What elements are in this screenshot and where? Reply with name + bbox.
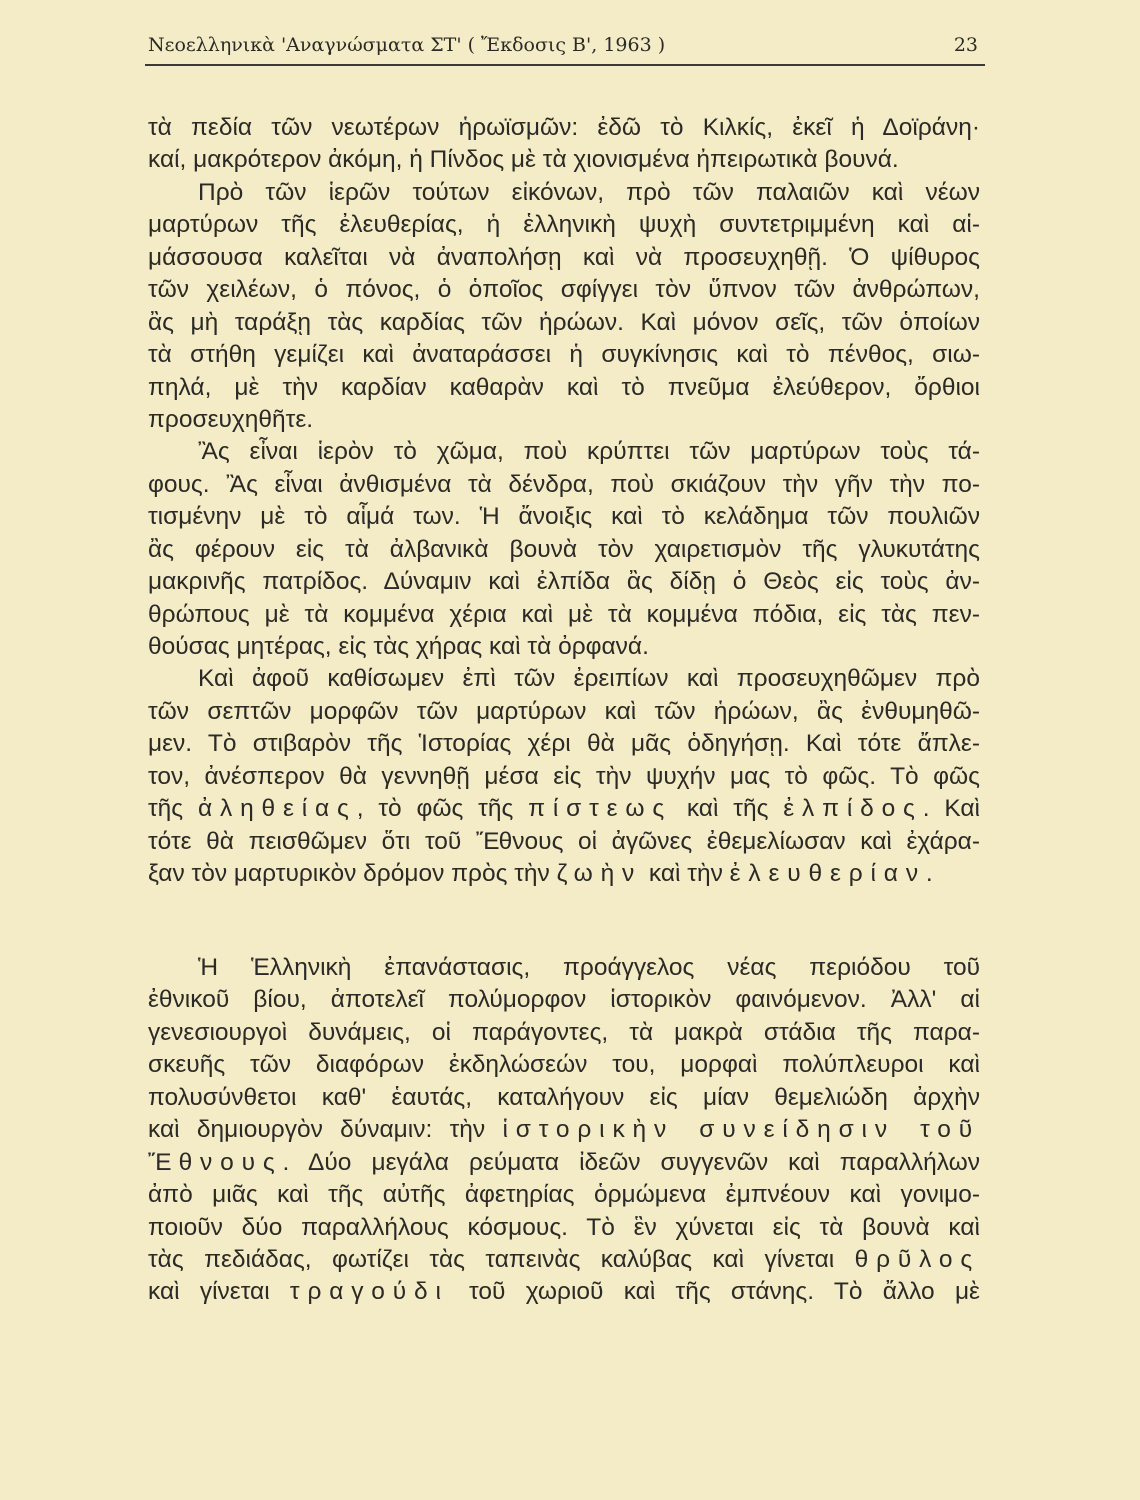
text-line [148, 984, 980, 1016]
emphasized-spaced-text: θρῦλος [854, 1245, 980, 1273]
text-line [148, 177, 980, 209]
text-segment: τῆς [148, 795, 198, 823]
text-line [148, 436, 980, 468]
text-line [148, 761, 980, 793]
text-segment: Ἡ Ἑλληνικὴ ἐπανάστασις, προάγγελος νέας περιόδου τοῦ [198, 954, 980, 981]
text-segment: καί, μακρότερον ἀκόμη, ἡ Πίνδος μὲ τὰ χιονισμένα ἠπειρωτικὰ βουνά. [148, 146, 899, 174]
text-segment: τον, ἀνέσπερον θὰ γεννηθῇ μέσα εἰς τὴν ψυχήν μας τὸ φῶς. Τὸ φῶς [148, 762, 980, 790]
text-segment: . Καὶ [922, 795, 981, 823]
text-line [148, 1244, 980, 1276]
text-block-2 [148, 952, 980, 1309]
text-line [148, 663, 980, 695]
text-line [148, 144, 980, 176]
emphasized-spaced-text: ἀληθείας [197, 795, 357, 823]
text-segment: καὶ γίνεται [148, 1278, 290, 1306]
text-segment: ἐθνικοῦ βίου, ἀποτελεῖ πολύμορφον ἱστορικὸν φαινόμενον. Ἀλλ' αἱ [148, 986, 980, 1014]
text-line [148, 274, 980, 306]
text-line [148, 631, 980, 663]
text-segment: . Δύο μεγάλα ρεύματα ἰδεῶν συγγενῶν καὶ παραλλήλων [282, 1148, 980, 1176]
header-rule [145, 64, 985, 66]
text-line [148, 404, 980, 436]
text-segment: ἂς φέρουν εἰς τὰ ἀλβανικὰ βουνὰ τὸν χαιρετισμὸν τῆς γλυκυτάτης [148, 535, 980, 563]
text-segment: τὰ πεδία τῶν νεωτέρων ἡρωϊσμῶν: ἐδῶ τὸ Κιλκίς, ἐκεῖ ἡ Δοϊράνη· [148, 114, 980, 141]
text-line [148, 372, 980, 404]
text-line [148, 1179, 980, 1211]
text-segment: καὶ δημιουργὸν δύναμιν: τὴν [148, 1116, 503, 1144]
text-segment: σκευῆς τῶν διαφόρων ἐκδηλώσεών του, μορφαὶ πολύπλευροι καὶ [148, 1051, 980, 1079]
text-segment: , τὸ φῶς τῆς [356, 795, 529, 823]
text-segment: ποιοῦν δύο παραλλήλους κόσμους. Τὸ ἓν χύνεται εἰς τὰ βουνὰ καὶ [148, 1213, 980, 1241]
text-segment: τοῦ χωριοῦ καὶ τῆς στάνης. Τὸ ἄλλο μὲ [448, 1278, 980, 1306]
text-line [148, 728, 980, 760]
paragraph [148, 952, 980, 1309]
text-segment: μεν. Τὸ στιβαρὸν τῆς Ἱστορίας χέρι θὰ μᾶς ὁδηγήσῃ. Καὶ τότε ἄπλε- [148, 730, 980, 758]
running-header [148, 34, 978, 60]
paragraph [148, 177, 980, 437]
text-segment: Πρὸ τῶν ἱερῶν τούτων εἰκόνων, πρὸ τῶν παλαιῶν καὶ νέων [198, 178, 980, 206]
emphasized-spaced-text: Ἔθνους [148, 1148, 283, 1176]
text-line [148, 307, 980, 339]
emphasized-spaced-text: ἐλευθερίαν [729, 860, 926, 888]
text-segment: Ἂς εἶναι ἱερὸν τὸ χῶμα, ποὺ κρύπτει τῶν μαρτύρων τοὺς τά- [198, 438, 980, 466]
paragraph [148, 436, 980, 663]
paragraph [148, 112, 980, 177]
text-segment: καὶ τῆς [672, 795, 784, 823]
emphasized-spaced-text: πίστεως [528, 795, 673, 823]
text-segment: ἀπὸ μιᾶς καὶ τῆς αὐτῆς ἀφετηρίας ὁρμώμενα ἐμπνέουν καὶ γονιμο- [148, 1181, 980, 1209]
paragraph [148, 663, 980, 890]
text-line [148, 1114, 980, 1146]
text-line [148, 599, 980, 631]
emphasized-spaced-text: ζωὴν [556, 860, 643, 888]
text-segment: θούσας μητέρας, εἰς τὰς χήρας καὶ τὰ ὀρφανά. [148, 633, 649, 660]
text-block-1 [148, 112, 980, 891]
text-line [148, 858, 980, 890]
emphasized-spaced-text: ἱστορικὴν συνείδησιν τοῦ [502, 1116, 980, 1144]
text-segment: μαρτύρων τῆς ἐλευθερίας, ἡ ἑλληνικὴ ψυχὴ συντετριμμένη καὶ αἱ- [148, 211, 980, 239]
text-segment: πολυσύνθετοι καθ' ἑαυτάς, καταλήγουν εἰς μίαν θεμελιώδη ἀρχὴν [148, 1083, 980, 1111]
text-line [148, 339, 980, 371]
text-segment: τότε θὰ πεισθῶμεν ὅτι τοῦ Ἔθνους οἱ ἀγῶνες ἐθεμελίωσαν καὶ ἐχάρα- [148, 827, 980, 855]
running-title: Νεοελληνικὰ 'Αναγνώσματα ΣΤ' ( Ἔκδοσις Β', 1963 ) [148, 34, 666, 56]
text-segment: ἂς μὴ ταράξῃ τὰς καρδίας τῶν ἡρώων. Καὶ μόνον σεῖς, τῶν ὁποίων [148, 308, 980, 336]
emphasized-spaced-text: τραγούδι [289, 1278, 449, 1306]
text-line [148, 501, 980, 533]
text-segment: τὰς πεδιάδας, φωτίζει τὰς ταπεινὰς καλύβας καὶ γίνεται [148, 1245, 855, 1273]
text-segment: τῶν σεπτῶν μορφῶν τῶν μαρτύρων καὶ τῶν ἡρώων, ἂς ἐνθυμηθῶ- [148, 697, 980, 725]
text-segment: θρώπους μὲ τὰ κομμένα χέρια καὶ μὲ τὰ κομμένα πόδια, εἰς τὰς πεν- [148, 600, 980, 628]
text-segment: . [925, 860, 933, 888]
text-line [148, 469, 980, 501]
text-line [148, 952, 980, 984]
text-segment: ξαν τὸν μαρτυρικὸν δρόμον πρὸς τὴν [148, 860, 557, 888]
text-line [148, 1147, 980, 1179]
text-segment: φους. Ἂς εἶναι ἀνθισμένα τὰ δένδρα, ποὺ σκιάζουν τὴν γῆν τὴν πο- [148, 470, 980, 498]
text-segment: μακρινῆς πατρίδος. Δύναμιν καὶ ἐλπίδα ἂς δίδῃ ὁ Θεὸς εἰς τοὺς ἀν- [148, 568, 980, 596]
text-line [148, 696, 980, 728]
text-segment: τισμένην μὲ τὸ αἷμά των. Ἡ ἄνοιξις καὶ τὸ κελάδημα τῶν πουλιῶν [148, 503, 980, 531]
text-line [148, 1276, 980, 1308]
text-segment: τὰ στήθη γεμίζει καὶ ἀναταράσσει ἡ συγκίνησις καὶ τὸ πένθος, σιω- [148, 341, 980, 369]
text-segment: γενεσιουργοὶ δυνάμεις, οἱ παράγοντες, τὰ μακρὰ στάδια τῆς παρα- [148, 1018, 980, 1046]
text-segment: τῶν χειλέων, ὁ πόνος, ὁ ὁποῖος σφίγγει τὸν ὕπνον τῶν ἀνθρώπων, [148, 276, 980, 304]
text-line [148, 566, 980, 598]
text-segment: μάσσουσα καλεῖται νὰ ἀναπολήσῃ καὶ νὰ προσευχηθῇ. Ὁ ψίθυρος [148, 243, 980, 271]
text-segment: καὶ τὴν [642, 860, 730, 888]
text-segment: προσευχηθῆτε. [148, 405, 314, 433]
text-line [148, 826, 980, 858]
text-line [148, 793, 980, 825]
text-line [148, 1082, 980, 1114]
text-line [148, 1017, 980, 1049]
text-line [148, 1212, 980, 1244]
text-segment: πηλά, μὲ τὴν καρδίαν καθαρὰν καὶ τὸ πνεῦμα ἐλεύθερον, ὄρθιοι [148, 373, 980, 401]
text-line [148, 209, 980, 241]
text-line [148, 242, 980, 274]
page-number: 23 [953, 34, 978, 56]
emphasized-spaced-text: ἐλπίδος [783, 795, 923, 823]
text-segment: Καὶ ἀφοῦ καθίσωμεν ἐπὶ τῶν ἐρειπίων καὶ προσευχηθῶμεν πρὸ [198, 665, 980, 693]
text-line [148, 1049, 980, 1081]
text-line [148, 112, 980, 144]
text-line [148, 534, 980, 566]
